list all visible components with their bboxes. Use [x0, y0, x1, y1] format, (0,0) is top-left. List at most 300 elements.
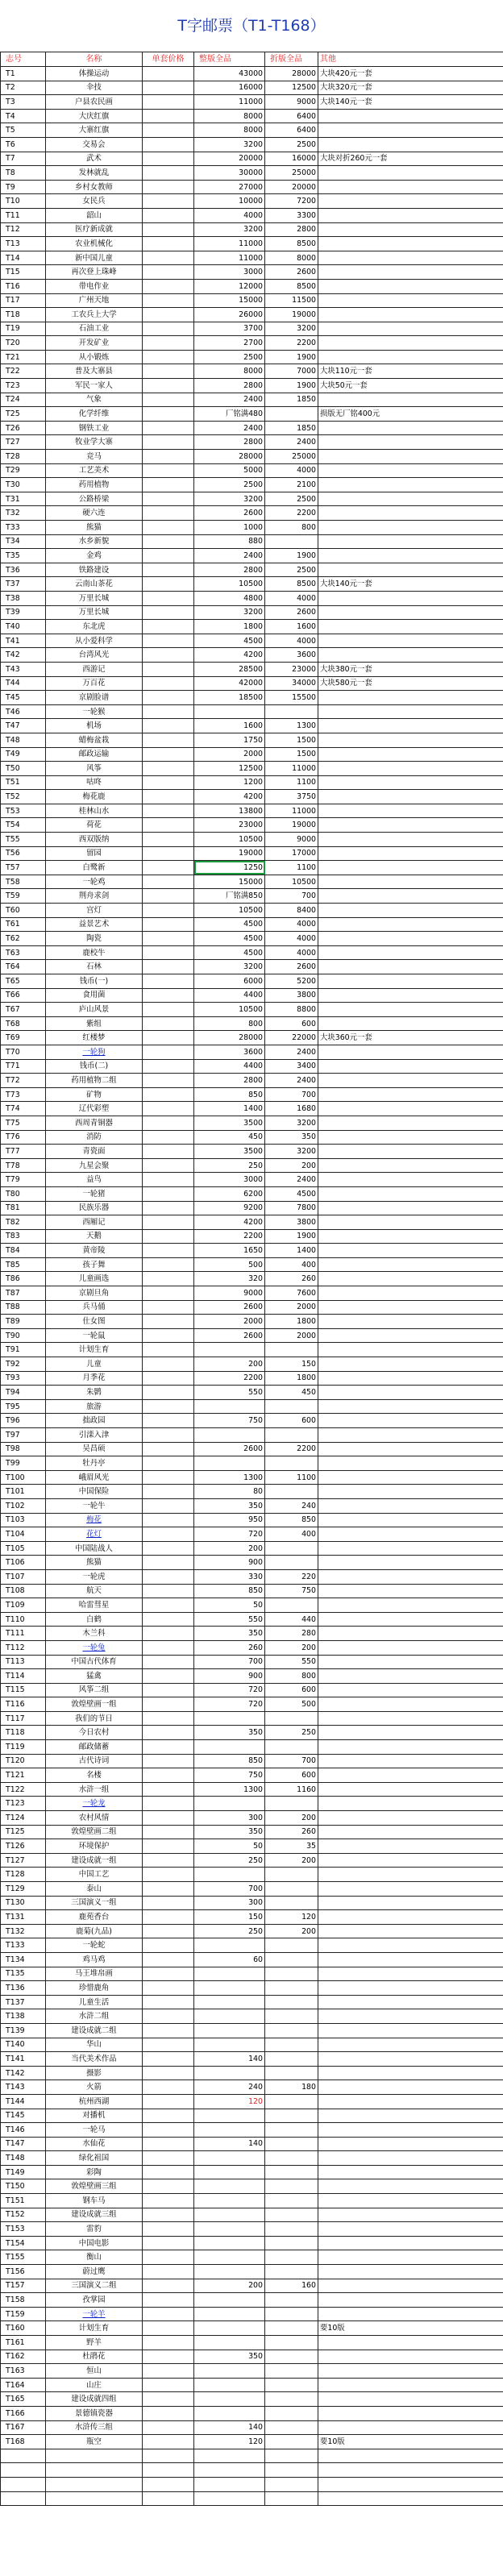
row-folded-sheet: 1900 — [265, 350, 318, 364]
row-id — [1, 2463, 46, 2478]
row-folded-sheet — [265, 2477, 318, 2491]
row-id: T114 — [1, 1669, 46, 1684]
row-other — [318, 393, 503, 407]
row-full-sheet: 150 — [194, 1910, 265, 1925]
row-id: T116 — [1, 1697, 46, 1712]
table-row — [1, 1257, 503, 1272]
row-full-sheet: 350 — [194, 1825, 265, 1839]
row-name: 韶山 — [46, 208, 143, 222]
row-id: T53 — [1, 804, 46, 818]
row-unit-price — [143, 237, 194, 251]
row-name: 对播机 — [46, 2109, 143, 2123]
row-id: T69 — [1, 1031, 46, 1045]
row-id: T103 — [1, 1513, 46, 1527]
row-id: T150 — [1, 2179, 46, 2194]
row-other — [318, 1782, 503, 1797]
row-id: T42 — [1, 648, 46, 663]
row-other — [318, 2222, 503, 2237]
row-id: T78 — [1, 1158, 46, 1173]
row-other — [318, 1158, 503, 1173]
row-other — [318, 2236, 503, 2250]
row-unit-price — [143, 521, 194, 535]
row-other — [318, 1371, 503, 1386]
row-id: T148 — [1, 2151, 46, 2166]
row-other — [318, 2009, 503, 2024]
row-other — [318, 747, 503, 762]
row-folded-sheet — [265, 2449, 318, 2463]
row-full-sheet: 23000 — [194, 818, 265, 833]
row-unit-price — [143, 1910, 194, 1925]
row-other — [318, 2406, 503, 2420]
row-name: 恒山 — [46, 2364, 143, 2379]
row-full-sheet — [194, 2250, 265, 2265]
row-folded-sheet: 200 — [265, 1640, 318, 1655]
row-other — [318, 265, 503, 280]
row-id: T98 — [1, 1442, 46, 1456]
table-row — [1, 1640, 503, 1655]
row-folded-sheet: 4000 — [265, 945, 318, 960]
row-unit-price — [143, 1513, 194, 1527]
row-name: 仕女图 — [46, 1315, 143, 1329]
row-name: 红楼梦 — [46, 1031, 143, 1045]
row-full-sheet: 3000 — [194, 265, 265, 280]
row-full-sheet — [194, 2265, 265, 2279]
row-unit-price — [143, 2236, 194, 2250]
row-folded-sheet: 1400 — [265, 1244, 318, 1258]
table-row — [1, 1655, 503, 1669]
table-row — [1, 1584, 503, 1598]
table-row — [1, 2066, 503, 2080]
table-row — [1, 265, 503, 280]
row-folded-sheet — [265, 2222, 318, 2237]
row-folded-sheet: 450 — [265, 1386, 318, 1400]
header-row — [1, 52, 503, 67]
row-full-sheet: 1200 — [194, 775, 265, 790]
row-full-sheet: 300 — [194, 1811, 265, 1826]
row-unit-price — [143, 81, 194, 95]
row-unit-price — [143, 463, 194, 478]
table-row — [1, 1470, 503, 1485]
row-id: T1 — [1, 67, 46, 81]
table-row — [1, 152, 503, 166]
row-name: 敦煌壁画三组 — [46, 2179, 143, 2194]
row-unit-price — [143, 960, 194, 974]
row-id: T88 — [1, 1300, 46, 1315]
table-row — [1, 2463, 503, 2478]
row-id: T59 — [1, 889, 46, 904]
row-folded-sheet — [265, 2009, 318, 2024]
table-row — [1, 1513, 503, 1527]
row-unit-price — [143, 691, 194, 705]
row-id: T30 — [1, 478, 46, 492]
row-unit-price — [143, 1683, 194, 1697]
table-row — [1, 2137, 503, 2151]
row-other — [318, 1045, 503, 1059]
row-full-sheet — [194, 2038, 265, 2052]
row-other — [318, 2080, 503, 2095]
row-unit-price — [143, 251, 194, 265]
row-full-sheet: 2200 — [194, 1371, 265, 1386]
row-name: 计划生育 — [46, 1343, 143, 1357]
row-name: 带电作业 — [46, 279, 143, 293]
row-other: 要10版 — [318, 2321, 503, 2336]
row-full-sheet — [194, 1868, 265, 1882]
row-id: T119 — [1, 1740, 46, 1755]
table-row — [1, 1399, 503, 1414]
row-folded-sheet — [265, 407, 318, 422]
row-folded-sheet — [265, 1952, 318, 1967]
row-folded-sheet: 2200 — [265, 1442, 318, 1456]
row-full-sheet — [194, 1399, 265, 1414]
row-folded-sheet: 8500 — [265, 237, 318, 251]
row-folded-sheet: 440 — [265, 1612, 318, 1627]
row-full-sheet: 4000 — [194, 208, 265, 222]
row-name: 哈雷彗星 — [46, 1598, 143, 1613]
row-folded-sheet: 700 — [265, 1754, 318, 1768]
table-row — [1, 591, 503, 605]
row-other — [318, 1357, 503, 1372]
row-id: T101 — [1, 1485, 46, 1499]
table-row — [1, 2109, 503, 2123]
row-other — [318, 1612, 503, 1627]
row-folded-sheet: 240 — [265, 1498, 318, 1513]
row-id: T121 — [1, 1768, 46, 1783]
row-folded-sheet — [265, 2420, 318, 2435]
row-folded-sheet — [265, 2023, 318, 2038]
row-name: 西厢记 — [46, 1215, 143, 1230]
table-row — [1, 1697, 503, 1712]
row-other — [318, 2491, 503, 2506]
row-unit-price — [143, 1952, 194, 1967]
row-folded-sheet — [265, 1868, 318, 1882]
row-unit-price — [143, 945, 194, 960]
row-id: T23 — [1, 379, 46, 393]
row-id: T20 — [1, 336, 46, 351]
row-full-sheet: 2800 — [194, 379, 265, 393]
row-unit-price — [143, 2336, 194, 2350]
row-full-sheet: 2200 — [194, 1229, 265, 1244]
row-folded-sheet: 3300 — [265, 208, 318, 222]
row-unit-price — [143, 1442, 194, 1456]
row-name: 峨眉风光 — [46, 1470, 143, 1485]
table-row — [1, 1797, 503, 1811]
row-unit-price — [143, 2038, 194, 2052]
row-unit-price — [143, 1272, 194, 1286]
row-id: T18 — [1, 308, 46, 322]
row-id: T35 — [1, 549, 46, 563]
row-name: 留园 — [46, 846, 143, 861]
row-name: 建设成就二组 — [46, 2023, 143, 2038]
row-other — [318, 846, 503, 861]
row-other — [318, 534, 503, 549]
table-row — [1, 1229, 503, 1244]
row-id: T77 — [1, 1145, 46, 1159]
row-name: 山庄 — [46, 2378, 143, 2392]
row-full-sheet: 80 — [194, 1485, 265, 1499]
row-name: 万里长城 — [46, 591, 143, 605]
row-other — [318, 1343, 503, 1357]
row-full-sheet: 950 — [194, 1513, 265, 1527]
row-name: 绿化祖国 — [46, 2151, 143, 2166]
row-full-sheet: 3200 — [194, 492, 265, 506]
row-unit-price — [143, 1386, 194, 1400]
row-id: T84 — [1, 1244, 46, 1258]
row-full-sheet: 1000 — [194, 521, 265, 535]
table-row — [1, 1343, 503, 1357]
row-unit-price — [143, 818, 194, 833]
row-id: T91 — [1, 1343, 46, 1357]
row-name: 梅花 — [46, 1513, 143, 1527]
table-row — [1, 2179, 503, 2194]
row-unit-price — [143, 1470, 194, 1485]
row-unit-price — [143, 1399, 194, 1414]
row-other — [318, 2265, 503, 2279]
row-other — [318, 1386, 503, 1400]
row-unit-price — [143, 208, 194, 222]
table-row — [1, 2222, 503, 2237]
row-folded-sheet: 600 — [265, 1016, 318, 1031]
row-full-sheet: 750 — [194, 1768, 265, 1783]
row-id: T131 — [1, 1910, 46, 1925]
row-unit-price — [143, 2109, 194, 2123]
row-full-sheet: 4400 — [194, 1059, 265, 1074]
row-unit-price — [143, 577, 194, 592]
row-other — [318, 1655, 503, 1669]
table-row — [1, 336, 503, 351]
table-row — [1, 95, 503, 110]
table-row — [1, 889, 503, 904]
row-folded-sheet: 2400 — [265, 1045, 318, 1059]
row-full-sheet: 4500 — [194, 932, 265, 946]
row-other — [318, 1952, 503, 1967]
row-name: 杜鹃花 — [46, 2350, 143, 2364]
row-id: T29 — [1, 463, 46, 478]
row-other — [318, 251, 503, 265]
row-id: T14 — [1, 251, 46, 265]
row-other — [318, 1868, 503, 1882]
row-folded-sheet: 200 — [265, 1811, 318, 1826]
row-name: 矿物 — [46, 1087, 143, 1102]
row-name: 兵马俑 — [46, 1300, 143, 1315]
row-id: T134 — [1, 1952, 46, 1967]
row-id: T72 — [1, 1074, 46, 1088]
row-full-sheet: 2500 — [194, 478, 265, 492]
row-unit-price — [143, 293, 194, 308]
row-folded-sheet — [265, 1428, 318, 1443]
row-full-sheet: 450 — [194, 1130, 265, 1145]
row-full-sheet: 12000 — [194, 279, 265, 293]
table-row — [1, 421, 503, 435]
row-name: 一轮虎 — [46, 1569, 143, 1584]
row-folded-sheet: 35 — [265, 1839, 318, 1854]
row-folded-sheet: 34000 — [265, 676, 318, 691]
row-unit-price — [143, 1343, 194, 1357]
table-row — [1, 1924, 503, 1938]
row-full-sheet — [194, 2066, 265, 2080]
row-full-sheet: 2600 — [194, 1328, 265, 1343]
row-unit-price — [143, 1882, 194, 1897]
row-folded-sheet: 200 — [265, 1924, 318, 1938]
table-row — [1, 1952, 503, 1967]
row-unit-price — [143, 917, 194, 932]
row-full-sheet: 140 — [194, 2420, 265, 2435]
row-full-sheet: 9200 — [194, 1201, 265, 1215]
row-name: 竞马 — [46, 450, 143, 464]
row-unit-price — [143, 1016, 194, 1031]
row-other: 大块对折260元一套 — [318, 152, 503, 166]
row-folded-sheet: 1850 — [265, 421, 318, 435]
table-row — [1, 1059, 503, 1074]
row-folded-sheet: 4000 — [265, 634, 318, 648]
table-row — [1, 393, 503, 407]
row-folded-sheet — [265, 1938, 318, 1953]
row-unit-price — [143, 322, 194, 336]
row-full-sheet: 850 — [194, 1754, 265, 1768]
table-row — [1, 1158, 503, 1173]
row-name: 消防 — [46, 1130, 143, 1145]
row-id: T75 — [1, 1116, 46, 1130]
row-id: T11 — [1, 208, 46, 222]
row-unit-price — [143, 2023, 194, 2038]
row-unit-price — [143, 2435, 194, 2449]
row-unit-price — [143, 2350, 194, 2364]
row-unit-price — [143, 620, 194, 634]
row-name: 熊猫 — [46, 1556, 143, 1570]
header-folded-sheet: 折版全品 — [265, 52, 318, 67]
row-full-sheet — [194, 1740, 265, 1755]
table-row — [1, 861, 503, 875]
row-id: T155 — [1, 2250, 46, 2265]
row-id: T46 — [1, 704, 46, 719]
row-folded-sheet — [265, 2435, 318, 2449]
row-id: T83 — [1, 1229, 46, 1244]
row-full-sheet — [194, 2293, 265, 2308]
row-id: T99 — [1, 1456, 46, 1471]
row-unit-price — [143, 1896, 194, 1910]
row-unit-price — [143, 1598, 194, 1613]
row-id: T41 — [1, 634, 46, 648]
row-id: T85 — [1, 1257, 46, 1272]
row-other — [318, 1797, 503, 1811]
row-folded-sheet — [265, 534, 318, 549]
row-folded-sheet: 8800 — [265, 1003, 318, 1017]
row-full-sheet: 42000 — [194, 676, 265, 691]
row-full-sheet: 2000 — [194, 747, 265, 762]
row-full-sheet: 750 — [194, 1414, 265, 1428]
row-name: 衡山 — [46, 2250, 143, 2265]
table-row — [1, 1074, 503, 1088]
row-id: T67 — [1, 1003, 46, 1017]
row-full-sheet: 2600 — [194, 1442, 265, 1456]
row-full-sheet: 20000 — [194, 152, 265, 166]
row-other — [318, 1286, 503, 1301]
table-row — [1, 2449, 503, 2463]
row-folded-sheet: 850 — [265, 1513, 318, 1527]
row-unit-price — [143, 1669, 194, 1684]
table-row — [1, 1485, 503, 1499]
row-full-sheet: 8000 — [194, 109, 265, 123]
row-id: T24 — [1, 393, 46, 407]
row-unit-price — [143, 379, 194, 393]
row-folded-sheet: 2600 — [265, 265, 318, 280]
row-unit-price — [143, 2321, 194, 2336]
row-folded-sheet: 4500 — [265, 1186, 318, 1201]
row-unit-price — [143, 932, 194, 946]
row-unit-price — [143, 1768, 194, 1783]
row-id: T81 — [1, 1201, 46, 1215]
table-row — [1, 450, 503, 464]
table-row — [1, 605, 503, 620]
row-folded-sheet — [265, 2350, 318, 2364]
row-full-sheet — [194, 1797, 265, 1811]
row-full-sheet: 2400 — [194, 549, 265, 563]
row-unit-price — [143, 2392, 194, 2407]
row-name: 药用植物二组 — [46, 1074, 143, 1088]
row-other — [318, 2477, 503, 2491]
row-full-sheet: 120 — [194, 2094, 265, 2109]
row-other — [318, 2194, 503, 2208]
row-other — [318, 1683, 503, 1697]
row-folded-sheet — [265, 1485, 318, 1499]
row-name: 大寨红旗 — [46, 123, 143, 138]
row-unit-price — [143, 804, 194, 818]
row-full-sheet: 1250 — [194, 861, 265, 875]
row-full-sheet: 10000 — [194, 194, 265, 209]
row-folded-sheet: 2500 — [265, 137, 318, 152]
row-other — [318, 762, 503, 776]
row-folded-sheet: 220 — [265, 1569, 318, 1584]
row-other — [318, 279, 503, 293]
row-name: 蔚过鹰 — [46, 2265, 143, 2279]
row-folded-sheet — [265, 1740, 318, 1755]
row-other — [318, 435, 503, 450]
row-full-sheet: 26000 — [194, 308, 265, 322]
row-folded-sheet: 23000 — [265, 662, 318, 676]
row-unit-price — [143, 1045, 194, 1059]
row-name: 荆舟求剑 — [46, 889, 143, 904]
row-other — [318, 1485, 503, 1499]
row-other — [318, 648, 503, 663]
row-unit-price — [143, 1627, 194, 1641]
table-row — [1, 1102, 503, 1116]
row-name: 三国演义二组 — [46, 2279, 143, 2293]
row-other — [318, 1145, 503, 1159]
row-full-sheet: 4500 — [194, 917, 265, 932]
row-full-sheet: 2800 — [194, 435, 265, 450]
row-id — [1, 2449, 46, 2463]
row-name: 花灯 — [46, 1527, 143, 1542]
row-unit-price — [143, 2265, 194, 2279]
table-row — [1, 790, 503, 804]
table-row — [1, 1173, 503, 1187]
table-row — [1, 662, 503, 676]
row-unit-price — [143, 2165, 194, 2179]
row-name: 景德镇瓷器 — [46, 2406, 143, 2420]
row-unit-price — [143, 194, 194, 209]
table-row — [1, 1116, 503, 1130]
row-unit-price — [143, 875, 194, 889]
row-name: 从小锻炼 — [46, 350, 143, 364]
row-id: T70 — [1, 1045, 46, 1059]
row-id: T52 — [1, 790, 46, 804]
row-name: 白鹭新 — [46, 861, 143, 875]
row-unit-price — [143, 1428, 194, 1443]
row-other — [318, 208, 503, 222]
row-id: T63 — [1, 945, 46, 960]
row-id: T93 — [1, 1371, 46, 1386]
row-other — [318, 166, 503, 181]
row-name: 一轮猴 — [46, 704, 143, 719]
